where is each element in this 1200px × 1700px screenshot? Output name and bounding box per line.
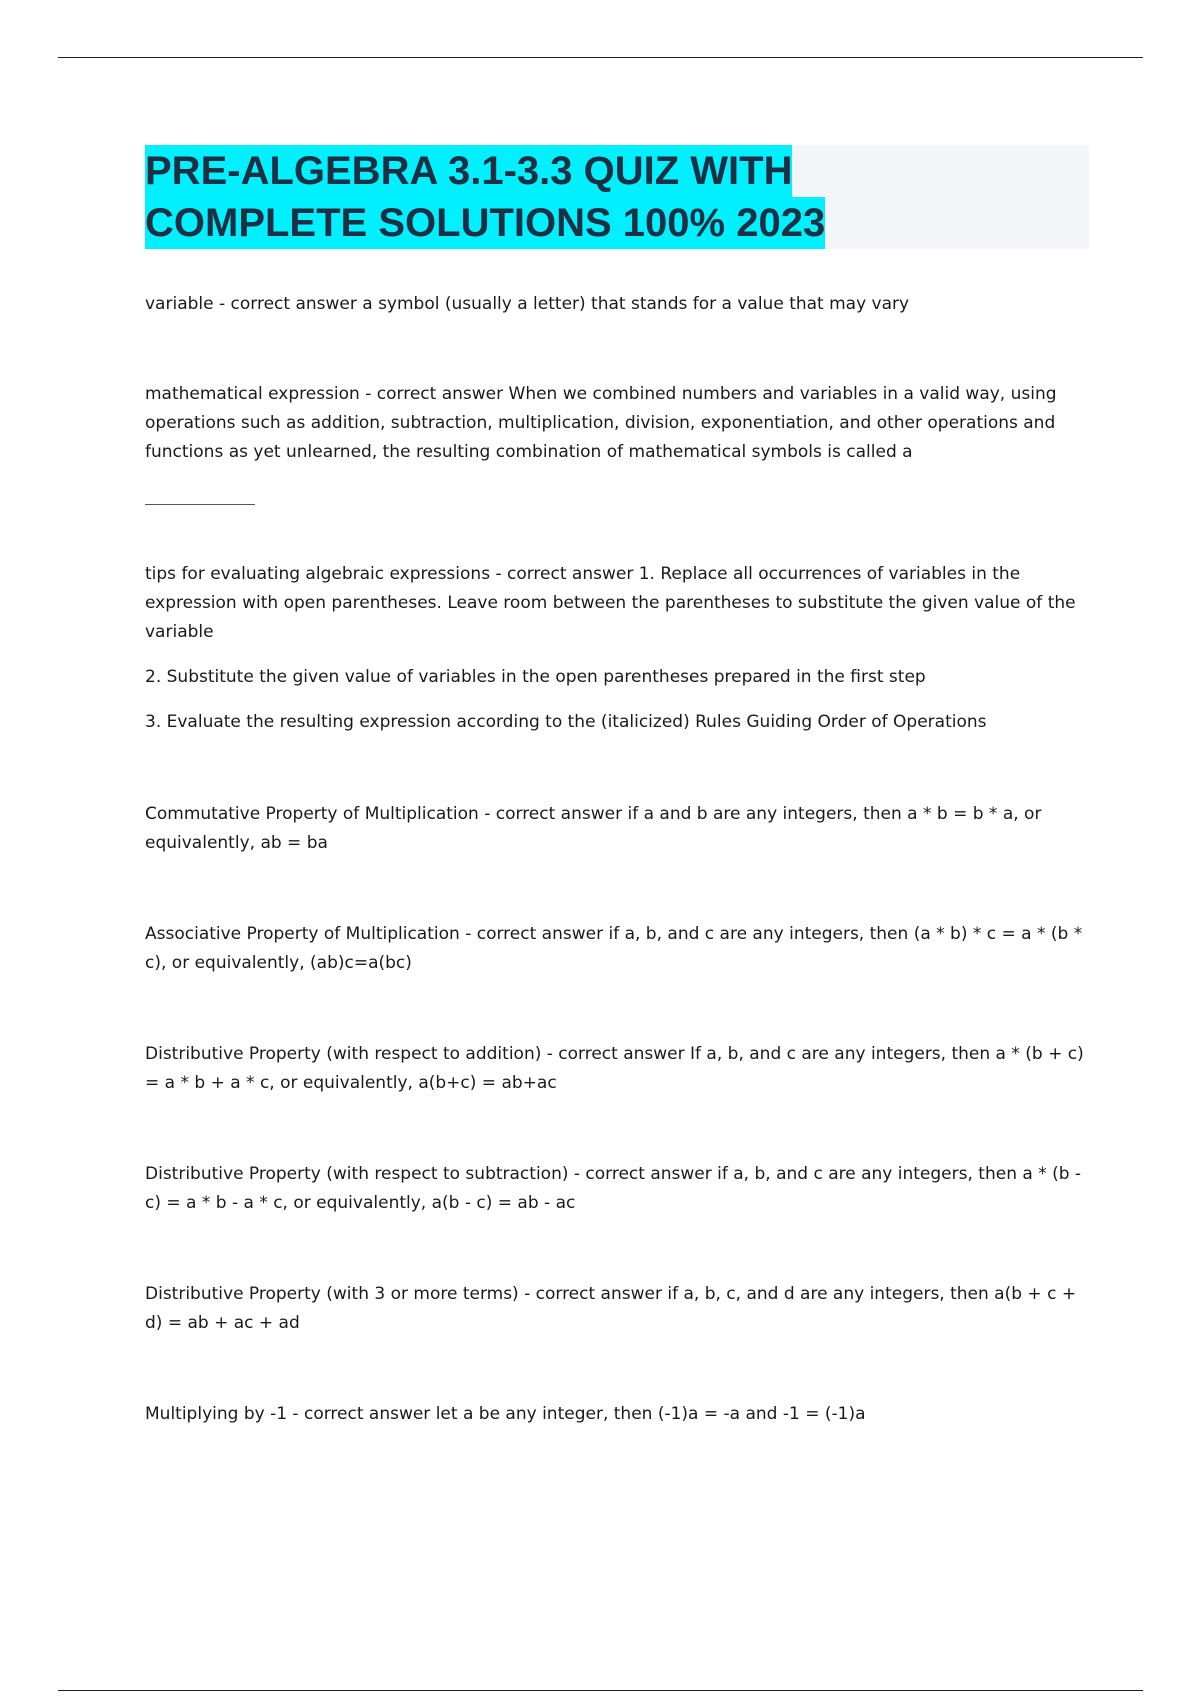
title-line-2: COMPLETE SOLUTIONS 100% 2023 xyxy=(145,197,825,249)
entry-distributive-three-terms xyxy=(145,1280,1095,1338)
entry-text: Distributive Property (with respect to addition) - correct answer If a, b, and c are any integers, then a * (b + c) = a * b + a * c, or equivalently, a(b+c) = ab+ac xyxy=(145,1044,1084,1093)
title-line-1: PRE-ALGEBRA 3.1-3.3 QUIZ WITH xyxy=(145,145,792,197)
document-title xyxy=(145,145,1089,249)
entry-distributive-addition xyxy=(145,1040,1095,1098)
entry-text: Commutative Property of Multiplication - correct answer if a and b are any integers, then a * b = b * a, or equivalently, ab = ba xyxy=(145,804,1042,853)
entry-step-3: 3. Evaluate the resulting expression according to the (italicized) Rules Guiding Order of Operations xyxy=(145,712,987,732)
entry-text: tips for evaluating algebraic expressions - correct answer 1. Replace all occurrences of variables in the expression with open parentheses. Leave room between the parentheses to substitute the given value of the variable xyxy=(145,564,1076,642)
entry-associative-multiplication xyxy=(145,920,1095,978)
entry-text: Distributive Property (with 3 or more terms) - correct answer if a, b, c, and d are any integers, then a(b + c + d) = ab + ac + ad xyxy=(145,1284,1077,1333)
entry-distributive-subtraction xyxy=(145,1160,1095,1218)
top-rule xyxy=(58,57,1143,58)
entry-commutative-multiplication xyxy=(145,800,1095,858)
entry-variable xyxy=(145,290,1095,319)
entry-text: variable - correct answer a symbol (usually a letter) that stands for a value that may vary xyxy=(145,294,910,314)
entry-text: Multiplying by -1 - correct answer let a be any integer, then (-1)a = -a and -1 = (-1)a xyxy=(145,1404,866,1424)
answer-blank-line xyxy=(145,504,255,505)
entry-tips-evaluating xyxy=(145,560,1095,737)
bottom-rule xyxy=(58,1690,1143,1691)
entry-text: Distributive Property (with respect to subtraction) - correct answer if a, b, and c are any integers, then a * (b - c) = a * b - a * c, or equivalently, a(b - c) = ab - ac xyxy=(145,1164,1082,1213)
entry-text: mathematical expression - correct answer When we combined numbers and variables in a valid way, using operations such as addition, subtraction, multiplication, division, exponentiation, and other operations and functions as yet unlearned, the resulting combination of mathematical symbols is called a xyxy=(145,384,1057,462)
entry-text: Associative Property of Multiplication - correct answer if a, b, and c are any integers, then (a * b) * c = a * (b * c), or equivalently, (ab)c=a(bc) xyxy=(145,924,1083,973)
entry-step-2: 2. Substitute the given value of variables in the open parentheses prepared in the first step xyxy=(145,667,926,687)
entry-mathematical-expression xyxy=(145,380,1095,505)
entry-multiplying-negative-one xyxy=(145,1400,1095,1429)
